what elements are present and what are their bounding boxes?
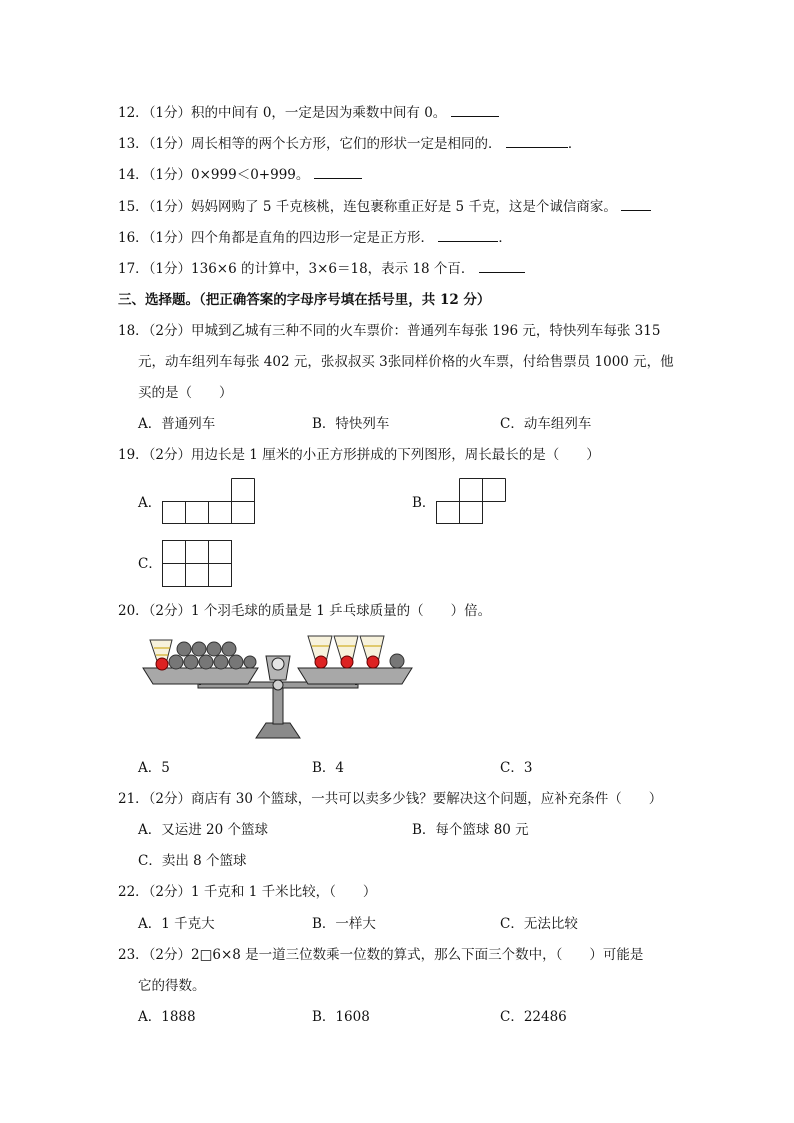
option-b[interactable]: B．特快列车 [312,416,390,432]
figure-b-squares [436,478,508,524]
answer-blank[interactable] [479,260,525,273]
figure-c-squares [162,540,234,588]
question-text: 妈妈网购了 5 千克核桃，连包裹称重正好是 5 千克，这是个诚信商家。 [191,199,617,215]
question-14 [118,166,362,184]
option-b-label[interactable]: B． [412,495,436,511]
option-c[interactable]: C．卖出 8 个篮球 [138,853,247,869]
answer-blank[interactable] [451,104,499,117]
option-a[interactable]: A．5 [138,760,170,776]
option-a[interactable]: A．普通列车 [138,416,216,432]
question-18-line2: 元，动车组列车每张 402 元，张叔叔买 3张同样价格的火车票，付给售票员 1000 元，他 [138,354,674,370]
question-text: 周长相等的两个长方形，它们的形状一定是相同的． [191,136,502,152]
question-16 [118,229,512,247]
question-score: （1分） [148,230,192,246]
question-19-line1: 19．（2分）用边长是 1 厘米的小正方形拼成的下列图形，周长最长的是（ ） [118,447,600,463]
option-a-label[interactable]: A． [138,495,162,511]
answer-blank[interactable] [621,198,651,211]
answer-blank[interactable] [506,135,568,148]
question-score: （1分） [148,261,192,277]
balance-scale-illustration [140,628,415,746]
question-text: 积的中间有 0，一定是因为乘数中间有 0。 [191,105,447,121]
question-number: 12． [118,105,149,121]
option-b[interactable]: B．每个篮球 80 元 [412,822,529,838]
option-a[interactable]: A．1 千克大 [138,916,215,932]
option-a[interactable]: A．1888 [138,1009,196,1025]
question-tail: ． [567,136,582,152]
question-number: 14． [118,167,149,183]
question-number: 13． [118,136,149,152]
question-21-line1: 21．（2分）商店有 30 个篮球，一共可以卖多少钱？要解决这个问题，应补充条件（ ） [118,791,663,807]
question-text: 136×6 的计算中，3×6＝18，表示 18 个百． [191,261,475,277]
question-tail: ． [498,230,512,246]
question-13 [118,135,581,153]
question-number: 16． [118,230,149,246]
question-score: （1分） [148,105,192,121]
question-text: 四个角都是直角的四边形一定是正方形． [191,230,435,246]
question-22-line1: 22．（2分）1 千克和 1 千米比较，（ ） [118,884,377,900]
question-number: 15． [118,199,149,215]
question-score: （1分） [148,136,192,152]
question-23-line1: 23．（2分）2□6×8 是一道三位数乘一位数的算式，那么下面三个数中，（ ）可能是 [118,947,644,963]
section-title: 三、选择题。（把正确答案的字母序号填在括号里，共 12 分） [118,292,491,308]
figure-a-squares [162,478,256,524]
option-a[interactable]: A．又运进 20 个篮球 [138,822,269,838]
question-17 [118,260,525,278]
option-c[interactable]: C．22486 [500,1009,567,1025]
answer-blank[interactable] [438,229,498,242]
question-18-line3: 买的是（ ） [138,385,233,401]
question-23-line2: 它的得数。 [138,978,206,994]
option-c[interactable]: C．3 [500,760,533,776]
option-b[interactable]: B．一样大 [312,916,376,932]
question-number: 17． [118,261,149,277]
question-20-line1: 20．（2分）1 个羽毛球的质量是 1 乒乓球质量的（ ）倍。 [118,603,492,619]
option-b[interactable]: B．4 [312,760,345,776]
option-b[interactable]: B．1608 [312,1009,370,1025]
question-15 [118,198,651,216]
answer-blank[interactable] [314,166,362,179]
option-c[interactable]: C．动车组列车 [500,416,592,432]
question-score: （1分） [148,167,192,183]
question-text: 0×999＜0+999。 [191,167,310,183]
question-12 [118,104,499,122]
option-c-label[interactable]: C． [138,556,162,572]
question-18-line1: 18．（2分）甲城到乙城有三种不同的火车票价：普通列车每张 196 元，特快列车每张 315 [118,323,661,339]
question-score: （1分） [148,199,192,215]
option-c[interactable]: C．无法比较 [500,916,578,932]
